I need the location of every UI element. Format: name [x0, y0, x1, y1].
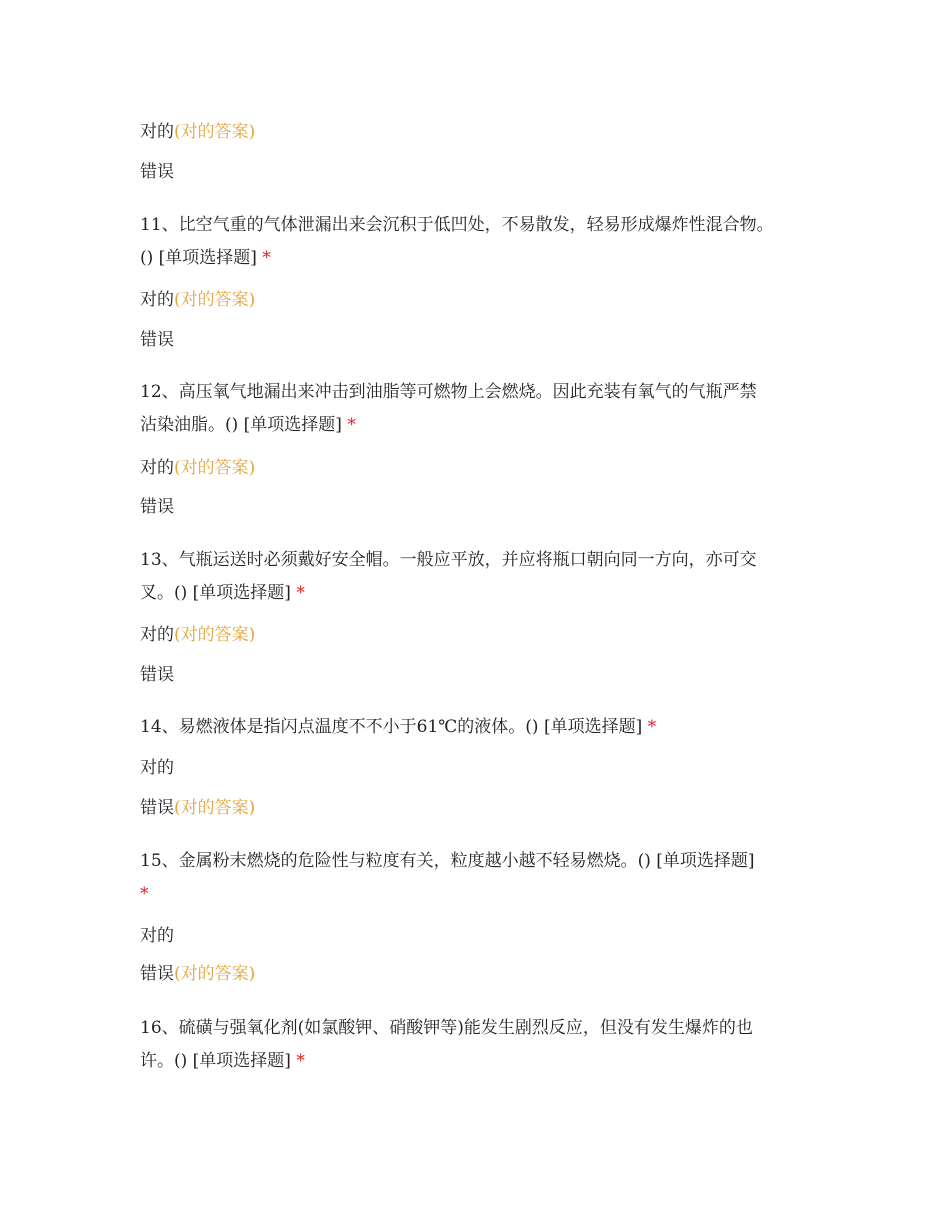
question-text: () [单项选择题] * — [140, 248, 271, 268]
option-text: 对的 — [140, 758, 174, 778]
required-asterisk: * — [262, 248, 271, 268]
question-text: 16、硫磺与强氧化剂(如氯酸钾、硝酸钾等)能发生剧烈反应，但没有发生爆炸的也 — [140, 1018, 753, 1038]
required-asterisk: * — [647, 717, 657, 737]
question-11 — [140, 215, 830, 281]
option-correct[interactable] — [140, 625, 255, 645]
answer-marker: (对的答案) — [174, 122, 256, 142]
option-wrong[interactable] — [140, 162, 174, 182]
option-text: 对的 — [140, 926, 174, 946]
question-13 — [140, 550, 830, 616]
answer-marker: (对的答案) — [174, 458, 256, 478]
question-15 — [140, 851, 830, 917]
question-text: 15、金属粉末燃烧的危险性与粒度有关，粒度越小越不轻易燃烧。() [单项选择题] — [140, 851, 755, 871]
question-text: 沾染油脂。() [单项选择题] * — [140, 415, 356, 435]
option-text: 错误 — [140, 964, 174, 984]
answer-marker: (对的答案) — [174, 964, 256, 984]
option-text: 对的 — [140, 122, 174, 142]
option-text: 错误 — [140, 497, 174, 517]
option-correct[interactable] — [140, 926, 174, 946]
option-text: 对的 — [140, 458, 174, 478]
question-text: 14、易燃液体是指闪点温度不不小于61℃的液体。() [单项选择题] — [140, 717, 643, 737]
required-asterisk: * — [296, 583, 305, 603]
required-asterisk: * — [347, 415, 356, 435]
option-text: 错误 — [140, 162, 174, 182]
option-wrong[interactable] — [140, 665, 174, 685]
option-correct[interactable] — [140, 758, 174, 778]
question-12 — [140, 382, 830, 448]
question-text: 11、比空气重的气体泄漏出来会沉积于低凹处，不易散发，轻易形成爆炸性混合物。 — [140, 215, 774, 235]
answer-marker: (对的答案) — [174, 798, 256, 818]
option-wrong[interactable] — [140, 798, 255, 818]
question-14 — [140, 717, 656, 737]
option-wrong[interactable] — [140, 330, 174, 350]
option-wrong[interactable] — [140, 497, 174, 517]
required-asterisk: * — [296, 1051, 305, 1071]
option-text: 错误 — [140, 665, 174, 685]
option-text: 对的 — [140, 625, 174, 645]
required-asterisk: * — [140, 884, 149, 904]
question-text: 12、高压氧气地漏出来冲击到油脂等可燃物上会燃烧。因此充装有氧气的气瓶严禁 — [140, 382, 757, 402]
option-correct[interactable] — [140, 290, 255, 310]
answer-marker: (对的答案) — [174, 290, 256, 310]
question-text: 13、气瓶运送时必须戴好安全帽。一般应平放，并应将瓶口朝向同一方向，亦可交 — [140, 550, 757, 570]
question-16 — [140, 1018, 830, 1084]
option-wrong[interactable] — [140, 964, 255, 984]
question-text: 许。() [单项选择题] * — [140, 1051, 305, 1071]
question-text: 叉。() [单项选择题] * — [140, 583, 305, 603]
option-text: 对的 — [140, 290, 174, 310]
answer-marker: (对的答案) — [174, 625, 256, 645]
option-text: 错误 — [140, 330, 174, 350]
option-correct[interactable] — [140, 122, 255, 142]
option-text: 错误 — [140, 798, 174, 818]
option-correct[interactable] — [140, 458, 255, 478]
